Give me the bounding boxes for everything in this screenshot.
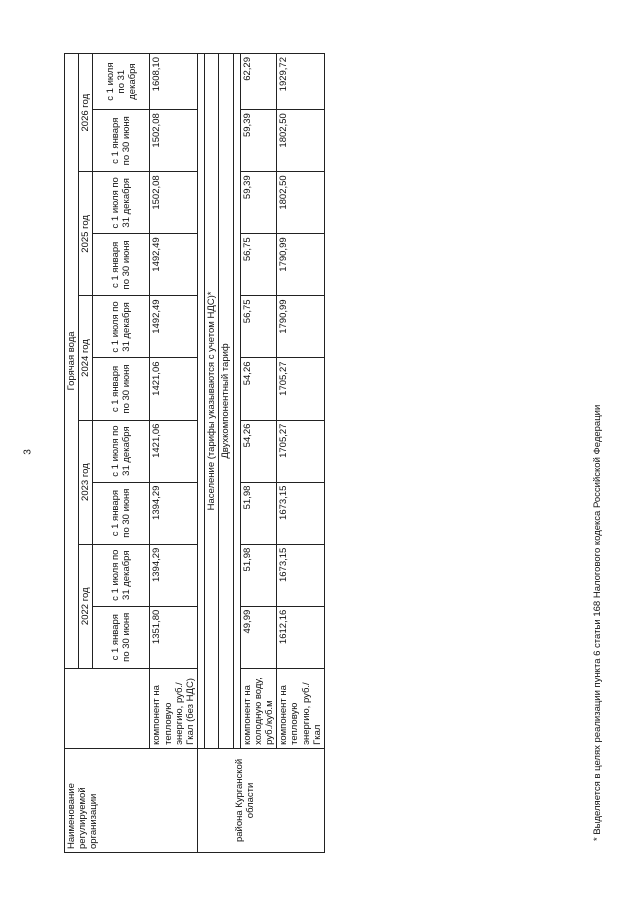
period-header: с 1 июля по 31 декабря xyxy=(93,544,150,606)
table-cell: 1790,99 xyxy=(277,234,325,296)
period-header: с 1 июля по 31 декабря xyxy=(93,296,150,358)
table-cell: 1673,15 xyxy=(277,544,325,606)
table-cell: 1394,29 xyxy=(150,544,198,606)
year-2023-header: 2023 год xyxy=(79,420,93,544)
separator-cell xyxy=(198,54,205,749)
table-cell: 54,26 xyxy=(240,420,277,482)
footnote: * Выделяется в целях реализации пункта 6 статьи 168 Налогового кодекса Российской Федерации xyxy=(592,404,603,841)
org-name-header: Наименование регулируемой организации xyxy=(65,748,198,852)
row-label-cold-water: компонент на холодную воду, руб./куб.м xyxy=(240,668,277,748)
table-cell: 1492,49 xyxy=(150,234,198,296)
row-label-heat-population: компонент на тепловую энергию, руб./Гкал xyxy=(277,668,325,748)
header-row-group xyxy=(65,54,79,853)
period-header: с 1 января по 30 июня xyxy=(93,482,150,544)
separator-row xyxy=(198,54,205,853)
table-cell: 1790,99 xyxy=(277,296,325,358)
table-row xyxy=(240,54,277,853)
year-2024-header: 2024 год xyxy=(79,296,93,420)
table-cell: 59,39 xyxy=(240,110,277,172)
table-cell: 59,39 xyxy=(240,172,277,234)
section-row xyxy=(205,54,219,853)
separator-row xyxy=(233,54,240,853)
table-cell: 51,98 xyxy=(240,544,277,606)
table-cell: 54,26 xyxy=(240,358,277,420)
table-cell: 1351,80 xyxy=(150,606,198,668)
period-header: с 1 января по 30 июня xyxy=(93,234,150,296)
table-cell: 62,29 xyxy=(240,54,277,110)
hot-water-header: Горячая вода xyxy=(65,54,79,669)
period-header: с 1 января по 30 июня xyxy=(93,110,150,172)
table-cell: 1421,06 xyxy=(150,358,198,420)
table-cell: 1612,16 xyxy=(277,606,325,668)
table-cell: 1802,50 xyxy=(277,110,325,172)
separator-cell xyxy=(233,54,240,749)
year-2026-header: 2026 год xyxy=(79,54,93,172)
table-cell: 1673,15 xyxy=(277,482,325,544)
table-cell: 1394,29 xyxy=(150,482,198,544)
table-cell: 56,75 xyxy=(240,296,277,358)
table-cell: 1492,49 xyxy=(150,296,198,358)
table-cell: 1705,27 xyxy=(277,358,325,420)
year-2025-header: 2025 год xyxy=(79,172,93,296)
table-cell: 1929,72 xyxy=(277,54,325,110)
blank-header-cell xyxy=(65,668,150,748)
period-header: с 1 июля по 31 декабря xyxy=(93,172,150,234)
page-number: 3 xyxy=(22,449,34,455)
period-header: с 1 июля по 31 декабря xyxy=(93,420,150,482)
section-title: Население (тарифы указываются с учетом НДС)* xyxy=(205,54,219,749)
table-cell: 1705,27 xyxy=(277,420,325,482)
org-name-cell: района Курганской области xyxy=(198,748,325,852)
period-header: с 1 июля по 31 декабря xyxy=(93,54,150,110)
table-cell: 51,98 xyxy=(240,482,277,544)
table-cell: 1502,08 xyxy=(150,172,198,234)
subsection-row xyxy=(219,54,233,853)
period-header: с 1 января по 30 июня xyxy=(93,358,150,420)
table-cell: 1421,06 xyxy=(150,420,198,482)
table-row xyxy=(277,54,325,853)
year-2022-header: 2022 год xyxy=(79,544,93,668)
table-cell: 1608,10 xyxy=(150,54,198,110)
period-header: с 1 января по 30 июня xyxy=(93,606,150,668)
table-row xyxy=(150,54,198,853)
table-cell: 56,75 xyxy=(240,234,277,296)
table-cell: 1502,08 xyxy=(150,110,198,172)
row-label-heat: компонент на тепловую энергию, руб./Гкал (без НДС) xyxy=(150,668,198,748)
tariff-table xyxy=(64,53,325,853)
table-cell: 1802,50 xyxy=(277,172,325,234)
subsection-title: Двухкомпонентный тариф xyxy=(219,54,233,749)
table-cell: 49,99 xyxy=(240,606,277,668)
